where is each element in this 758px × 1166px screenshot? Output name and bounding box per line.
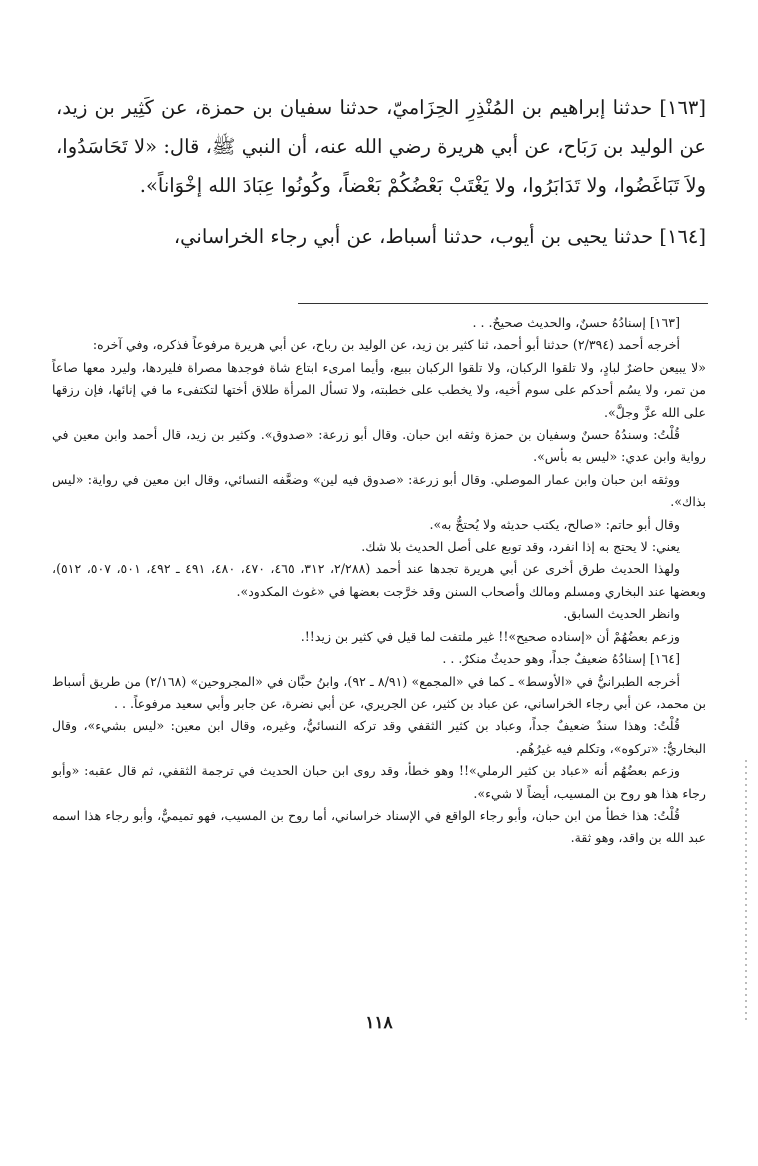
scan-edge-marks (745, 760, 747, 1020)
footnote-separator (298, 303, 708, 304)
footnote-163-zaama: وزعم بعضُهُمْ أن «إسناده صحيح»!! غير ملتفت لما قيل في كثير بن زيد!!. (300, 628, 680, 644)
footnote-164-zaama: وزعم بعضُهُم أنه «عباد بن كثير الرملي»!! وهو خطأ، وقد روى ابن حبان الحديث في ترجمة الثقفي، ثم قال عقبه: «وأبو رجاء هذا هو روح بن المسيب، أيضاً لا شيء». (52, 763, 706, 801)
footnote-163-yaani: يعني: لا يحتج به إذا انفرد، وقد توبع على أصل الحديث بلا شك. (361, 539, 680, 555)
footnote-164-qultu2: قُلْتُ: هذا خطأ من ابن حبان، وأبو رجاء الواقع في الإسناد خراساني، أما روح بن المسيب، فهو تميميٌّ، وأبو رجاء هذا اسمه عبد الله بن واقد، وهو ثقة. (52, 807, 706, 846)
footnote-164-grade: [١٦٤] إسنادُهُ ضعيفٌ جداً، وهو حديثٌ منكرٌ. . . (442, 651, 680, 667)
footnote-163-qultu: قُلْتُ: وسندُهُ حسنٌ وسفيان بن حمزة وثقه ابن حبان. وقال أبو زرعة: «صدوق». وكثير بن زيد، قال أحمد وابن معين في رواية وابن عدي: «ليس به بأس». (52, 427, 706, 465)
footnote-164-qultu: قُلْتُ: وهذا سندٌ ضعيفٌ جداً، وعباد بن كثير الثقفي وقد تركه النسائيُّ، وغيره، وقال ابن معين: «ليس بشيء»، وقال البخاريُّ: «تركوه»، وتكلم فيه غيرُهُم. (52, 718, 706, 756)
footnote-163-quote: «لا يبيعن حاضرٌ لبادٍ، ولا تلقوا الركبان، ولا تلقوا الركبان ببيع، وأيما امرىء ابتاع شاة فوجدها مصراة فليردها، وليرد معها صاعاً من تمر، ولا يسُم أحدكم على سوم أخيه، ولا يخطب على خطبته، ولا تسأل المرأة طلاق أختها لتكتفىء ما في إنائها، فإن رزقها على الله عزَّ وجلَّ». (52, 359, 706, 420)
footnote-163-takhrij: أخرجه أحمد (٢/٣٩٤) حدثنا أبو أحمد، ثنا كثير بن زيد، عن الوليد بن رباح، عن أبي هريرة مرفوعاً فذكره، وفي آخره: (92, 337, 680, 353)
footnotes (52, 312, 706, 850)
footnote-163-abuhatim: وقال أبو حاتم: «صالح، يكتب حديثه ولا يُحتجُّ به». (429, 516, 680, 532)
hadith-163: [١٦٣] حدثنا إبراهيم بن المُنْذِرِ الحِزَاميّ، حدثنا سفيان بن حمزة، عن كَثِير بن زيد، عن الوليد بن رَبَاح، عن أبي هريرة رضي الله عنه، أن النبي ﷺ، قال: «لا تَحَاسَدُوا، ولاَ تَبَاغَضُوا، ولا تَدَابَرُوا، ولا يَغْتَبْ بَعْضُكُمْ بَعْضاً، وكُونُوا عِبَادَ الله إخْوَاناً». (56, 96, 706, 197)
hadith-164: [١٦٤] حدثنا يحيى بن أيوب، حدثنا أسباط، عن أبي رجاء الخراساني، (173, 225, 706, 248)
footnote-164-takhrij: أخرجه الطبرانيُّ في «الأوسط» ـ كما في «المجمع» (٨/٩١ ـ ٩٢)، وابنُ حبَّان في «المجروحين» (٢/١٦٨) من طريق أسباط بن محمد، عن أبي رجاء الخراساني، عن عباد بن كثير، عن الجريري، عن أبي نضرة، عن جابر وأبي سعيد مرفوعاً. . . (52, 673, 706, 711)
main-text (56, 88, 706, 256)
footnote-163-anzur: وانظر الحديث السابق. (563, 606, 680, 622)
footnote-163-tawthiq: ووثقه ابن حبان وابن عمار الموصلي. وقال أبو زرعة: «صدوق فيه لين» وضعَّفه النسائي، وقال ابن معين في رواية: «ليس بذاك». (52, 471, 706, 510)
page-number: ١١٨ (365, 1013, 393, 1033)
footnote-163-turuq: ولهذا الحديث طرق أخرى عن أبي هريرة تجدها عند أحمد (٢/٢٨٨، ٣١٢، ٤٦٥، ٤٧٠، ٤٨٠، ٤٩١ ـ ٤٩٢، ٥٠١، ٥٠٧، ٥١٢)، وبعضها عند البخاري ومسلم ومالك وأصحاب السنن وقد خرَّجت بعضها في «غوث المكدود». (52, 561, 706, 599)
footnote-163-grade: [١٦٣] إسنادُهُ حسنٌ، والحديث صحيحٌ. . . (472, 315, 680, 330)
